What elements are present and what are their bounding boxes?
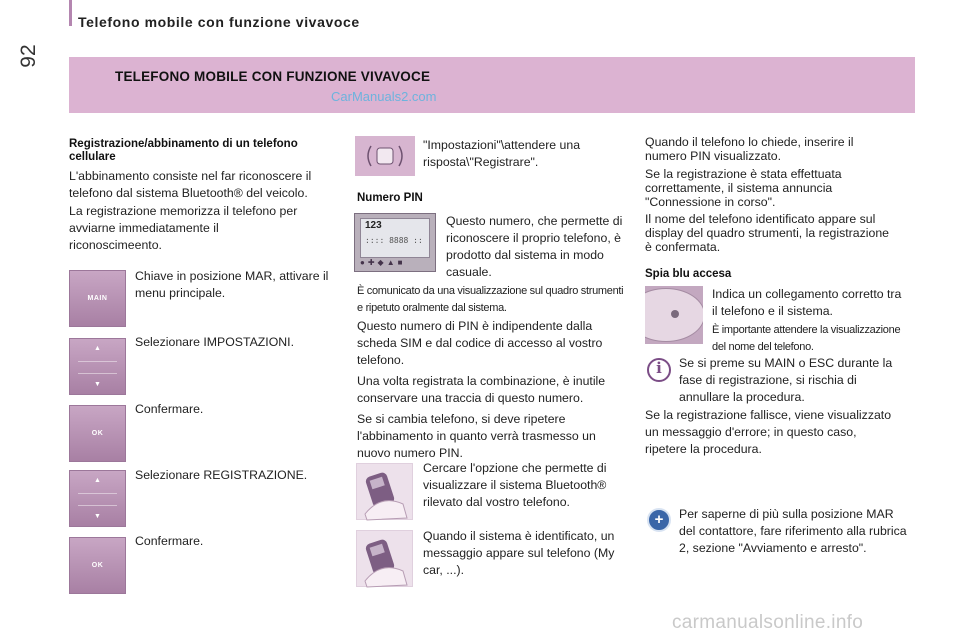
info-warning-text: Se si preme su MAIN o ESC durante la fase di registrazione, si rischia di annullare la procedura.: [679, 356, 893, 404]
step-4-text: Selezionare REGISTRAZIONE.: [135, 468, 308, 482]
ok-button-label: OK: [91, 562, 104, 569]
pin-notice: È comunicato da una visualizzazione sul quadro strumenti e ripetuto oralmente dal sistema.: [357, 285, 624, 314]
ok-button-icon: [69, 537, 126, 594]
pin-independent-text: Questo numero di PIN è indipendente dalla scheda SIM e dal codice di accesso al vostro telefono.: [357, 319, 603, 367]
step-3-text: Confermare.: [135, 402, 204, 416]
voice-command-icon: [355, 136, 415, 176]
main-button-icon: [69, 270, 126, 327]
step-1-text: Chiave in posizione MAR, attivare il menu principale.: [135, 269, 329, 300]
speaker-icon: [355, 136, 415, 176]
identified-text: Quando il sistema è identificato, un messaggio appare sul telefono (My car, ...).: [423, 529, 615, 577]
watermark-bottom: carmanualsonline.info: [672, 612, 864, 633]
dashboard-display-icon: 123 :::: 8888 :: ●✚◆▲■: [354, 213, 436, 272]
pairing-intro: L'abbinamento consiste nel far riconoscere il telefono dal sistema Bluetooth® del veicolo.: [69, 169, 312, 200]
step-2-text: Selezionare IMPOSTAZIONI.: [135, 335, 294, 349]
info-icon: i: [647, 358, 671, 382]
blue-light-heading: Spia blu accesa: [645, 268, 732, 280]
pin-description: Questo numero, che permette di riconoscere il proprio telefono, è prodotto dal sistema in modo casuale.: [446, 214, 623, 279]
display-pin-number: 123: [365, 220, 382, 231]
more-info-text: Per saperne di più sulla posizione MAR del contattore, fare riferimento alla rubrica 2, sezione "Avviamento e arresto".: [679, 507, 907, 555]
blue-light-icon: [645, 286, 703, 344]
phone-hand-icon: [356, 530, 413, 587]
pin-heading: Numero PIN: [357, 192, 423, 204]
pairing-memory: La registrazione memorizza il telefono per avviarne immediatamente il riconoscimeento.: [69, 204, 298, 252]
arrow-down-icon: ▼: [94, 381, 101, 388]
page-number: 92: [17, 44, 40, 68]
pairing-heading: Registrazione/abbinamento di un telefono cellulare: [69, 138, 298, 163]
scroll-wheel-icon: [69, 338, 126, 395]
phone-hand-icon: [356, 463, 413, 520]
banner-title: TELEFONO MOBILE CON FUNZIONE VIVAVOCE: [115, 69, 431, 84]
more-info-icon: +: [647, 508, 671, 532]
main-button-label: MAIN: [87, 295, 108, 302]
ok-button-label: OK: [91, 430, 104, 437]
watermark-top: CarManuals2.com: [331, 89, 437, 104]
arrow-up-icon: ▲: [94, 345, 101, 352]
enter-pin-text: Quando il telefono lo chiede, inserire il numero PIN visualizzato.: [645, 135, 854, 163]
running-header: Telefono mobile con funzione vivavoce: [78, 14, 360, 30]
blue-light-notice: È importante attendere la visualizzazione del nome del telefono.: [712, 324, 901, 353]
ok-button-icon: [69, 405, 126, 462]
display-warning-icons: ●✚◆▲■: [360, 258, 406, 267]
arrow-down-icon: ▼: [94, 513, 101, 520]
search-bluetooth-text: Cercare l'opzione che permette di visualizzare il sistema Bluetooth® rilevato dal vostro telefono.: [423, 461, 607, 509]
scroll-wheel-icon: [69, 470, 126, 527]
arrow-up-icon: ▲: [94, 477, 101, 484]
fail-text: Se la registrazione fallisce, viene visualizzato un messaggio d'errore; in questo caso, ripetere la procedura.: [645, 408, 892, 456]
pin-registered-text: Una volta registrata la combinazione, è inutile conservare una traccia di questo numero.: [357, 374, 606, 405]
step-5-text: Confermare.: [135, 534, 204, 548]
header-accent-bar: [69, 0, 72, 26]
pin-change-text: Se si cambia telefono, si deve ripetere l'abbinamento in quanto verrà trasmesso un nuovo numero PIN.: [357, 412, 596, 460]
voice-prompt-text: "Impostazioni"\attendere una risposta\"Registrare".: [423, 138, 581, 169]
section-banner: [69, 57, 915, 113]
blue-light-text: Indica un collegamento corretto tra il telefono e il sistema.: [712, 287, 902, 318]
name-displayed-text: Il nome del telefono identificato appare sul display del quadro strumenti, la registrazione è confermata.: [645, 212, 890, 254]
connection-text: Se la registrazione è stata effettuata correttamente, il sistema annuncia "Connessione in corso".: [645, 167, 842, 209]
